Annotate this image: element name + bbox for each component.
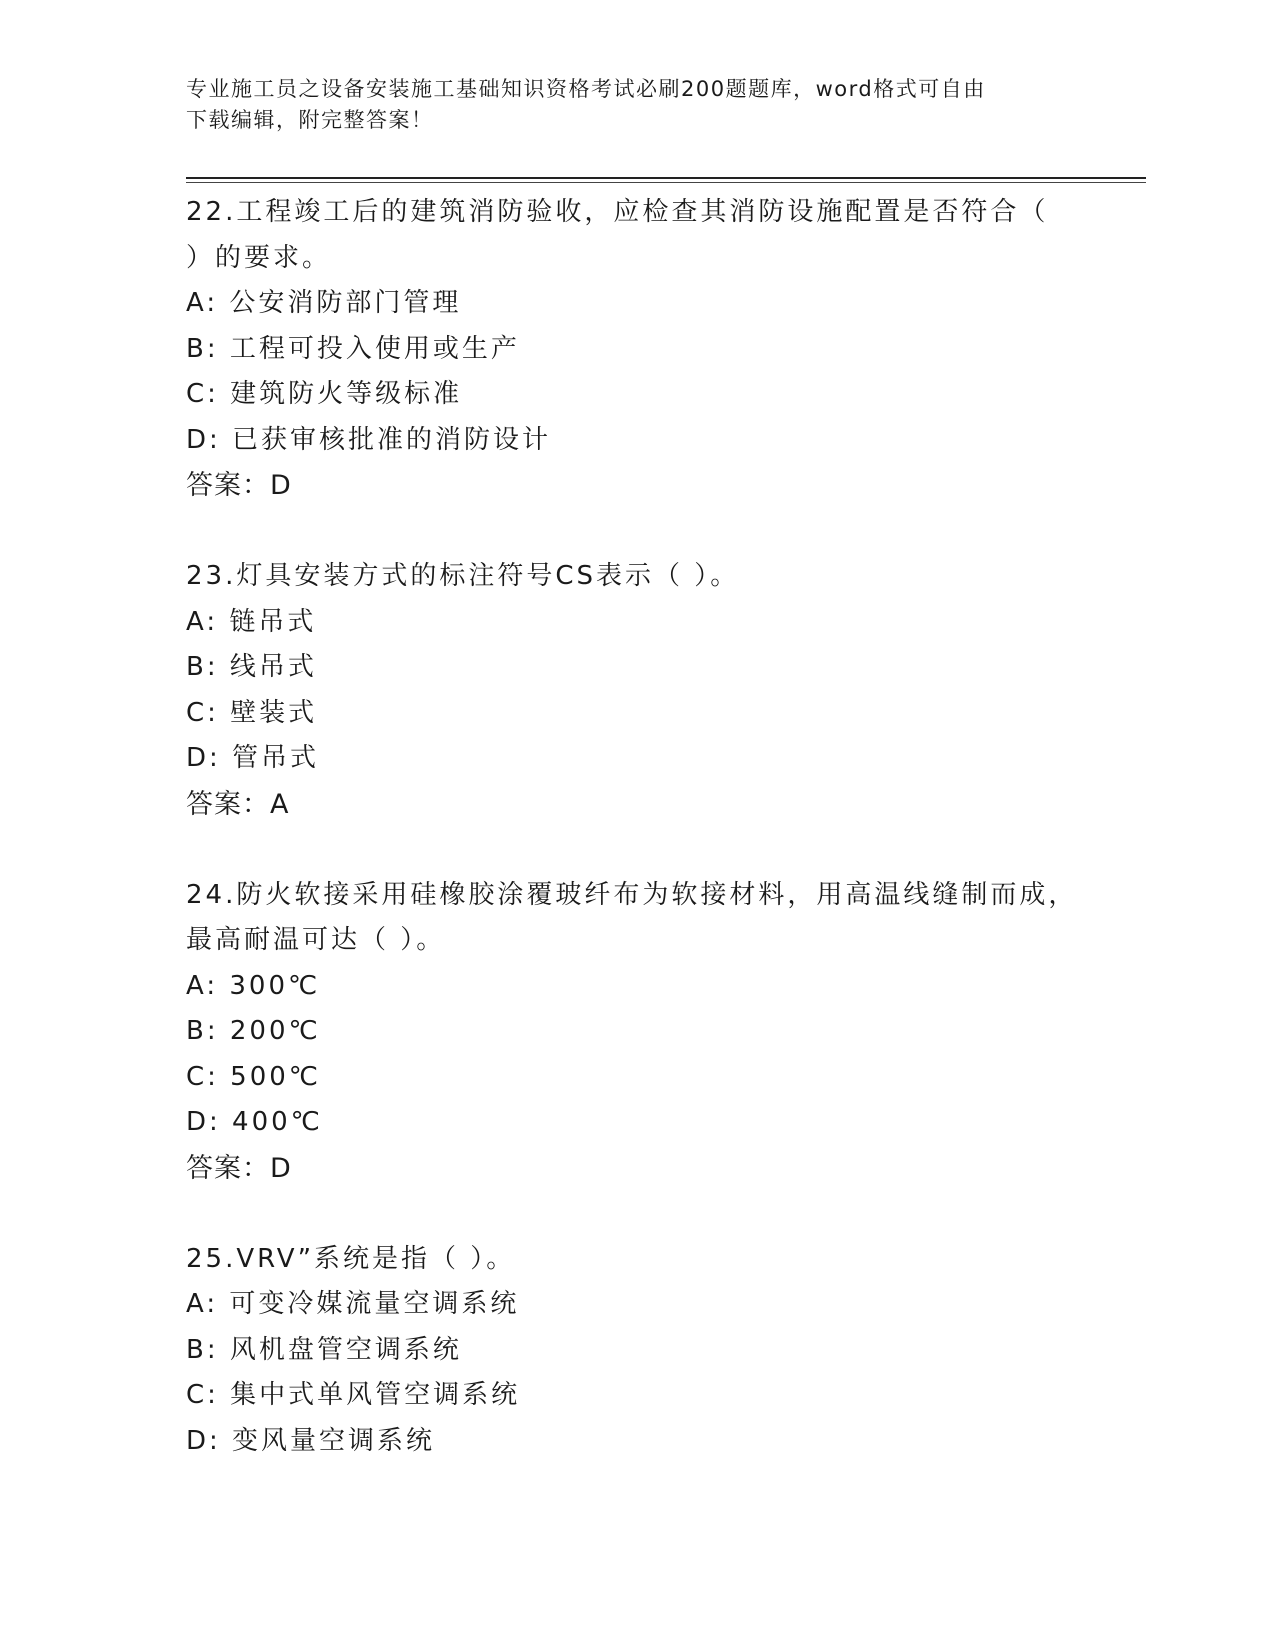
- answer-text: 答案：D: [186, 470, 292, 501]
- spacer: [186, 1191, 1086, 1237]
- option-d: D: 400℃: [186, 1107, 323, 1137]
- option-a: A: 链吊式: [186, 606, 317, 637]
- option-c: C: 建筑防火等级标准: [186, 379, 463, 409]
- option-d: D: 管吊式: [186, 743, 320, 773]
- question-25: [186, 1237, 1086, 1465]
- header-divider-thin: [186, 182, 1146, 183]
- question-stem-line: 23.灯具安装方式的标注符号CS表示（ ）。: [186, 561, 740, 591]
- question-stem-line: 最高耐温可达（ ）。: [186, 925, 446, 955]
- question-23: [186, 554, 1086, 827]
- option-c: C: 500℃: [186, 1061, 322, 1092]
- question-22: [186, 190, 1086, 509]
- header-line-1: 专业施工员之设备安装施工基础知识资格考试必刷200题题库，word格式可自由: [186, 77, 986, 101]
- question-24: [186, 873, 1086, 1192]
- question-stem-line: ）的要求。: [186, 242, 332, 273]
- header-line-2: 下载编辑，附完整答案！: [186, 108, 434, 132]
- option-a: A: 300℃: [186, 970, 321, 1001]
- answer-text: 答案：D: [186, 1152, 292, 1184]
- spacer: [186, 827, 1086, 873]
- option-b: B: 线吊式: [186, 652, 317, 682]
- answer-text: 答案：A: [186, 788, 290, 820]
- option-d: D: 变风量空调系统: [186, 1425, 436, 1456]
- question-stem-line: 24.防火软接采用硅橡胶涂覆玻纤布为软接材料，用高温线缝制而成，: [186, 879, 1078, 910]
- option-b: B: 风机盘管空调系统: [186, 1334, 462, 1365]
- option-c: C: 集中式单风管空调系统: [186, 1380, 521, 1410]
- option-b: B: 200℃: [186, 1016, 321, 1046]
- question-list: [186, 190, 1086, 1464]
- option-b: B: 工程可投入使用或生产: [186, 333, 520, 364]
- document-header: [186, 74, 1086, 136]
- option-c: C: 壁装式: [186, 697, 318, 728]
- header-divider-thick: [186, 177, 1146, 179]
- question-stem-line: 22.工程竣工后的建筑消防验收，应检查其消防设施配置是否符合（: [186, 197, 1049, 227]
- option-d: D: 已获审核批准的消防设计: [186, 424, 552, 455]
- question-stem-line: 25.VRV”系统是指（ ）。: [186, 1243, 516, 1274]
- option-a: A: 可变冷媒流量空调系统: [186, 1289, 520, 1319]
- spacer: [186, 509, 1086, 555]
- option-a: A: 公安消防部门管理: [186, 288, 462, 318]
